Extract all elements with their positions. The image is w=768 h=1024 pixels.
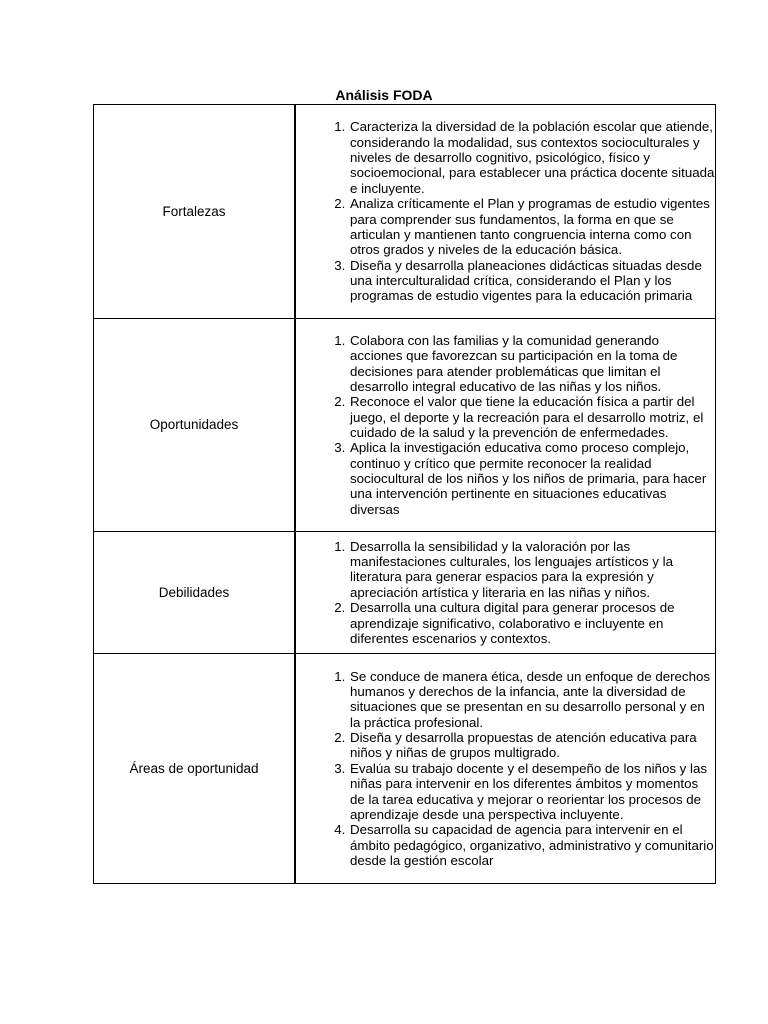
list-item: 3. Aplica la investigación educativa como proceso complejo, continuo y crítico que permite reconocer la realidad sociocultural de los niños y los niños de primaria, para hacer una intervención pertinente en situaciones educativas diversas xyxy=(349,440,715,517)
category-cell: Áreas de oportunidad xyxy=(94,654,296,884)
table-row-debilidades xyxy=(94,532,716,654)
items-cell xyxy=(295,654,716,884)
list-item: 2. Desarrolla una cultura digital para generar procesos de aprendizaje significativo, colaborativo e incluyente en diferentes escenarios y contextos. xyxy=(349,600,715,646)
list-item: 1. Desarrolla la sensibilidad y la valoración por las manifestaciones culturales, los lenguajes artísticos y la literatura para generar espacios para la expresión y apreciación artística y literaria en las niñas y niños. xyxy=(349,539,715,600)
list-item: 1. Caracteriza la diversidad de la población escolar que atiende, considerando la modalidad, sus contextos socioculturales y niveles de desarrollo cognitivo, psicológico, físico y socioemocional, para establecer una práctica docente situada e incluyente. xyxy=(349,119,715,196)
list-item: 2. Reconoce el valor que tiene la educación física a partir del juego, el deporte y la recreación para el desarrollo motriz, el cuidado de la salud y la prevención de enfermedades. xyxy=(349,394,715,440)
table-row-oportunidades xyxy=(94,319,716,532)
foda-table xyxy=(93,104,716,884)
list-item: 3. Diseña y desarrolla planeaciones didácticas situadas desde una interculturalidad crítica, considerando el Plan y los programas de estudio vigentes para la educación primaria xyxy=(349,258,715,304)
list-item: 1. Colabora con las familias y la comunidad generando acciones que favorezcan su participación en la toma de decisiones para atender problemáticas que limitan el desarrollo integral educativo de las niñas y los niños. xyxy=(349,333,715,394)
category-cell: Debilidades xyxy=(94,532,296,654)
items-cell xyxy=(295,105,716,319)
table-row-areas-de-oportunidad xyxy=(94,654,716,884)
items-list xyxy=(296,669,715,868)
category-cell: Fortalezas xyxy=(94,105,296,319)
list-item: 3. Evalúa su trabajo docente y el desempeño de los niños y las niñas para intervenir en los diferentes ámbitos y momentos de la tarea educativa y mejorar o reorientar los procesos de aprendizaje desde una perspectiva incluyente. xyxy=(349,761,715,822)
items-cell xyxy=(295,532,716,654)
list-item: 2. Analiza críticamente el Plan y programas de estudio vigentes para comprender sus fundamentos, la forma en que se articulan y mantienen tanto congruencia interna como con otros grados y niveles de la educación básica. xyxy=(349,196,715,257)
items-list xyxy=(296,539,715,646)
document-title: Análisis FODA xyxy=(335,87,433,103)
table-row-fortalezas xyxy=(94,105,716,319)
list-item: 2. Diseña y desarrolla propuestas de atención educativa para niños y niñas de grupos multigrado. xyxy=(349,730,715,761)
items-list xyxy=(296,119,715,303)
items-list xyxy=(296,333,715,517)
list-item: 4. Desarrolla su capacidad de agencia para intervenir en el ámbito pedagógico, organizativo, administrativo y comunitario desde la gestión escolar xyxy=(349,822,715,868)
items-cell xyxy=(295,319,716,532)
list-item: 1. Se conduce de manera ética, desde un enfoque de derechos humanos y derechos de la infancia, ante la diversidad de situaciones que se presentan en su desarrollo personal y en la práctica profesional. xyxy=(349,669,715,730)
category-cell: Oportunidades xyxy=(94,319,296,532)
